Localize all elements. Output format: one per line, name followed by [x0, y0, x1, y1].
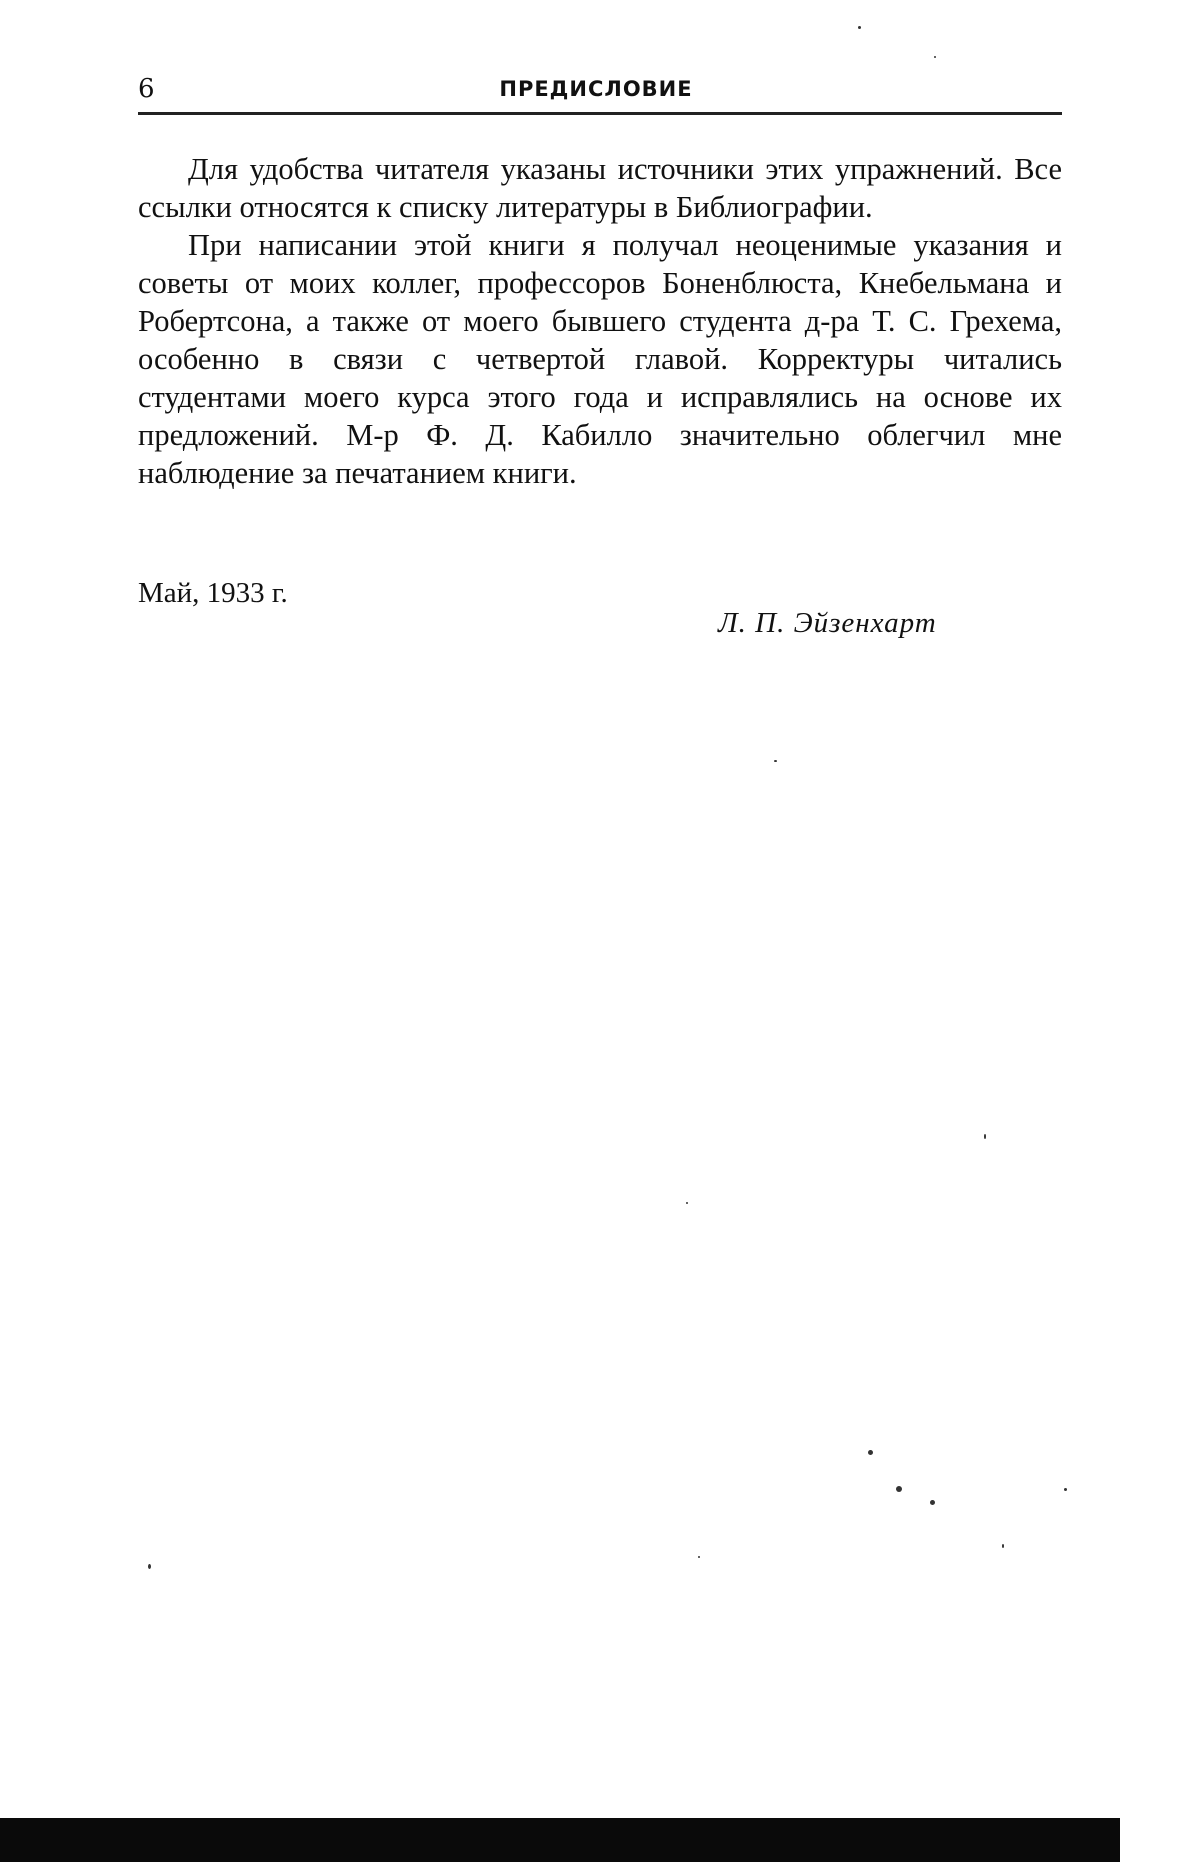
scan-speck: [1064, 1488, 1067, 1491]
scan-speck: [1002, 1544, 1004, 1548]
scan-speck: [930, 1500, 935, 1505]
scan-speck: [934, 56, 936, 58]
header-rule: [138, 112, 1062, 115]
scan-speck: [686, 1202, 688, 1204]
preface-body: [138, 150, 1062, 492]
scan-speck: [698, 1556, 700, 1558]
paragraph-sources: Для удобства читателя указаны источники этих упражнений. Все ссылки относятся к списку литературы в Библиографии.: [138, 152, 1062, 224]
scan-speck: [774, 760, 777, 762]
author-signature: Л. П. Эйзенхарт: [718, 607, 937, 639]
scan-speck: [896, 1486, 902, 1492]
scan-border-bar: [0, 1818, 1120, 1862]
scan-speck: [858, 26, 861, 29]
paragraph-acknowledgements: При написании этой книги я получал неоценимые указания и советы от моих коллег, профессоров Боненблюста, Кнебельмана и Робертсона, а также от моего бывшего студента д-ра Т. С. Грехема, особенно в связи с четвертой главой. Корректуры читались студентами моего курса этого года и исправлялись на основе их предложений. М-р Ф. Д. Кабилло значительно облегчил мне наблюдение за печатанием книги.: [138, 228, 1062, 490]
scan-speck: [868, 1450, 873, 1455]
running-head: ПРЕДИСЛОВИЕ: [499, 77, 693, 101]
preface-date: Май, 1933 г.: [138, 577, 288, 609]
page-header: [138, 74, 1054, 104]
scan-speck: [148, 1564, 151, 1569]
page-number: 6: [138, 74, 155, 104]
scan-speck: [984, 1134, 986, 1139]
